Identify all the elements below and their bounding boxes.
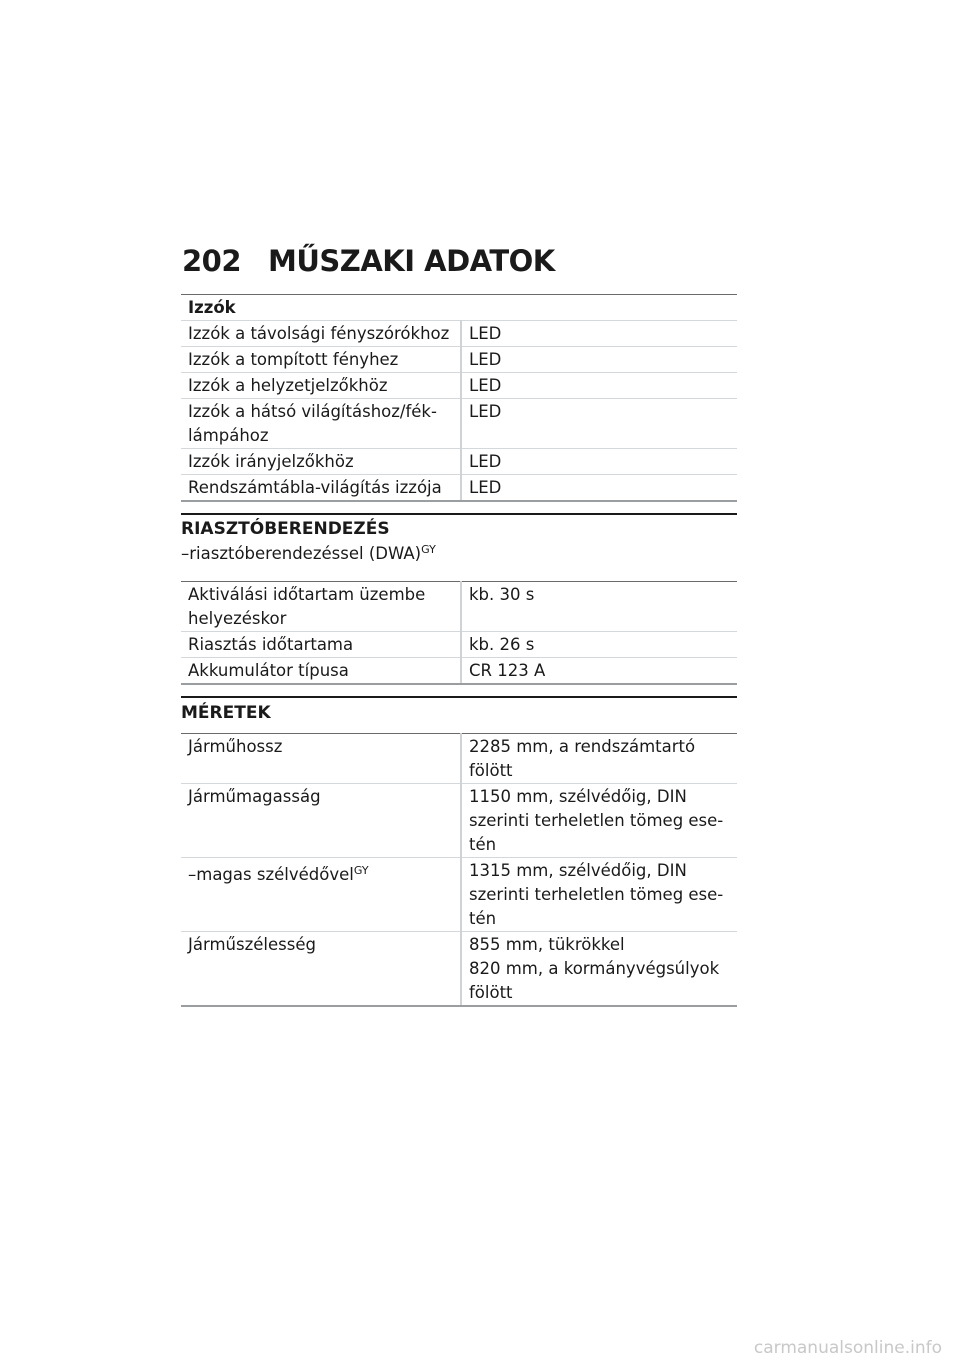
table-row bbox=[181, 632, 737, 658]
table-row bbox=[181, 475, 737, 502]
table-row bbox=[181, 449, 737, 475]
country-sup: GY bbox=[421, 543, 436, 556]
row-label: Izzók a távolsági fényszórókhoz bbox=[181, 321, 461, 347]
table-row bbox=[181, 399, 737, 449]
table-row bbox=[181, 858, 737, 932]
row-label: Akkumulátor típusa bbox=[181, 658, 461, 685]
row-value: LED bbox=[461, 321, 737, 347]
row-label: Aktiválási időtartam üzembe helyezéskor bbox=[181, 582, 461, 632]
row-value: 1315 mm, szélvédőig, DIN szerinti terheletlen tömeg ese-tén bbox=[461, 858, 737, 932]
row-value: LED bbox=[461, 475, 737, 502]
row-value-line: 820 mm, a kormányvégsúlyok fölött bbox=[469, 959, 720, 1002]
section-divider bbox=[181, 513, 737, 515]
row-label: Járműszélesség bbox=[181, 932, 461, 1007]
row-label: Riasztás időtartama bbox=[181, 632, 461, 658]
watermark: carmanualsonline.info bbox=[753, 1338, 942, 1358]
row-label: Izzók a helyzetjelzőkhöz bbox=[181, 373, 461, 399]
row-label-text: –magas szélvédővel bbox=[188, 865, 354, 884]
alarm-table bbox=[181, 581, 737, 685]
row-value: LED bbox=[461, 347, 737, 373]
alarm-section-title: RIASZTÓBERENDEZÉS bbox=[181, 519, 390, 539]
alarm-subtitle-text: –riasztóberendezéssel (DWA) bbox=[181, 544, 422, 563]
row-label: Izzók a tompított fényhez bbox=[181, 347, 461, 373]
page-number: 202 bbox=[182, 244, 242, 278]
row-label bbox=[181, 858, 461, 932]
table-row bbox=[181, 658, 737, 685]
table-row bbox=[181, 347, 737, 373]
row-label: Izzók a hátsó világításhoz/fék-lámpához bbox=[181, 399, 461, 449]
row-value-line: 855 mm, tükrökkel bbox=[469, 935, 625, 954]
page-title: MŰSZAKI ADATOK bbox=[268, 244, 555, 278]
row-value: 1150 mm, szélvédőig, DIN szerinti terheletlen tömeg ese-tén bbox=[461, 784, 737, 858]
row-value: CR 123 A bbox=[461, 658, 737, 685]
row-label: Rendszámtábla-világítás izzója bbox=[181, 475, 461, 502]
row-value: LED bbox=[461, 449, 737, 475]
table-row bbox=[181, 932, 737, 1007]
table-row bbox=[181, 373, 737, 399]
section-divider bbox=[181, 696, 737, 698]
row-value: kb. 26 s bbox=[461, 632, 737, 658]
row-value: LED bbox=[461, 373, 737, 399]
row-value bbox=[461, 932, 737, 1007]
bulbs-table bbox=[181, 294, 737, 502]
row-value: 2285 mm, a rendszámtartó fölött bbox=[461, 734, 737, 784]
row-value: LED bbox=[461, 399, 737, 449]
alarm-subtitle bbox=[181, 543, 436, 563]
row-label: Izzók irányjelzőkhöz bbox=[181, 449, 461, 475]
bulbs-heading: Izzók bbox=[181, 295, 737, 321]
row-value: kb. 30 s bbox=[461, 582, 737, 632]
table-row bbox=[181, 321, 737, 347]
table-row bbox=[181, 582, 737, 632]
row-label: Járműmagasság bbox=[181, 784, 461, 858]
table-row bbox=[181, 734, 737, 784]
dimensions-section-title: MÉRETEK bbox=[181, 703, 271, 723]
dimensions-table bbox=[181, 733, 737, 1007]
table-row bbox=[181, 784, 737, 858]
row-label: Járműhossz bbox=[181, 734, 461, 784]
country-sup: GY bbox=[353, 864, 369, 877]
